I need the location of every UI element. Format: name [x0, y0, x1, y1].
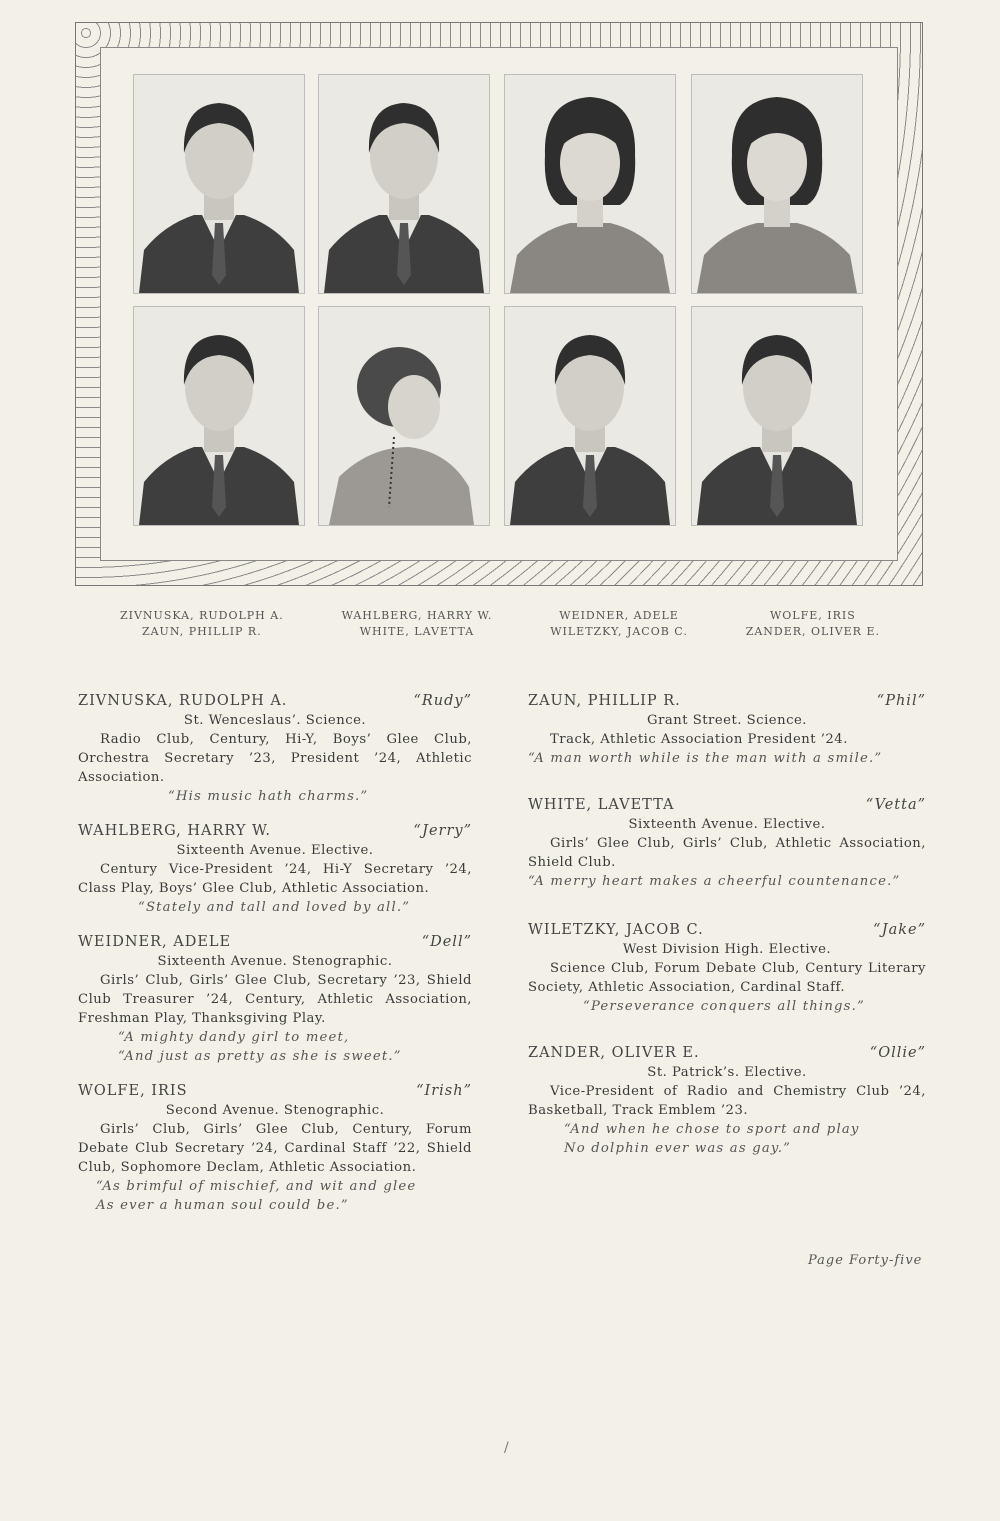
- activities: Vice-President of Radio and Chemistry Club ’24, Basketball, Track Emblem ’23.: [528, 1084, 926, 1118]
- quote-line: “As brimful of mischief, and wit and glee: [96, 1179, 417, 1194]
- portrait-zivnuska: [133, 74, 305, 294]
- pencil-mark: /: [504, 1440, 509, 1456]
- activities: Track, Athletic Association President ’24.: [550, 732, 848, 747]
- activities: Century Vice-President ’24, Hi-Y Secretary ’24, Class Play, Boys’ Glee Club, Athletic Association.: [78, 862, 472, 896]
- portrait-zaun: [133, 306, 305, 526]
- quote-line: “Perseverance conquers all things.”: [583, 999, 865, 1014]
- entry-header: [528, 921, 926, 940]
- student-name: WEIDNER, ADELE: [78, 934, 232, 950]
- nickname: “Jake”: [873, 922, 926, 938]
- activities: Science Club, Forum Debate Club, Century Literary Society, Athletic Association, Cardinal Staff.: [528, 961, 926, 995]
- student-name: WOLFE, IRIS: [78, 1083, 188, 1099]
- student-name: ZAUN, PHILLIP R.: [528, 693, 681, 709]
- student-name: WAHLBERG, HARRY W.: [78, 823, 272, 839]
- left-column: [78, 692, 472, 1231]
- nickname: “Rudy”: [413, 693, 472, 709]
- entry-zaun: [528, 692, 926, 768]
- portrait-silhouette: [134, 307, 304, 525]
- portrait-weidner: [504, 74, 676, 294]
- page-number: Page Forty-five: [808, 1253, 923, 1268]
- caption-col-1: [120, 608, 284, 640]
- caption-top: WEIDNER, ADELE: [559, 609, 679, 622]
- nickname: “Vetta”: [865, 797, 926, 813]
- school-course: Grant Street. Science.: [647, 713, 807, 728]
- caption-col-4: [746, 608, 880, 640]
- caption-top: WOLFE, IRIS: [769, 609, 856, 622]
- student-name: ZANDER, OLIVER E.: [528, 1045, 700, 1061]
- photo-captions: [120, 608, 880, 640]
- quote-line: “A man worth while is the man with a smile.”: [528, 751, 883, 766]
- caption-bottom: ZAUN, PHILLIP R.: [141, 625, 262, 638]
- student-name: WILETZKY, JACOB C.: [528, 922, 704, 938]
- caption-col-2: [342, 608, 493, 640]
- activities: Radio Club, Century, Hi-Y, Boys’ Glee Club, Orchestra Secretary ’23, President ’24, Athletic Association.: [78, 732, 472, 785]
- caption-top: WAHLBERG, HARRY W.: [341, 609, 493, 622]
- right-column: [528, 692, 926, 1174]
- nickname: “Phil”: [876, 693, 926, 709]
- entry-header: [528, 1044, 926, 1063]
- portrait-zander: [691, 306, 863, 526]
- entry-wolfe: [78, 1082, 472, 1215]
- quote-line: “And when he chose to sport and play: [564, 1122, 860, 1137]
- entry-weidner: [78, 933, 472, 1066]
- entry-header: [78, 692, 472, 711]
- school-course: Sixteenth Avenue. Elective.: [628, 817, 826, 832]
- quote-line: “Stately and tall and loved by all.”: [138, 900, 411, 915]
- quote-line: No dolphin ever was as gay.”: [564, 1141, 792, 1156]
- entry-wiletzky: [528, 921, 926, 1016]
- quote-line: “A mighty dandy girl to meet,: [118, 1030, 350, 1045]
- portrait-white: [318, 306, 490, 526]
- entry-zivnuska: [78, 692, 472, 806]
- portrait-silhouette: [505, 307, 675, 525]
- nickname: “Dell”: [421, 934, 472, 950]
- nickname: “Jerry”: [413, 823, 472, 839]
- caption-bottom: ZANDER, OLIVER E.: [745, 625, 880, 638]
- school-course: Sixteenth Avenue. Stenographic.: [157, 954, 393, 969]
- entry-header: [78, 1082, 472, 1101]
- portrait-silhouette: [692, 75, 862, 293]
- entry-header: [528, 796, 926, 815]
- quote-line: “A merry heart makes a cheerful countenance.”: [528, 874, 901, 889]
- school-course: St. Wenceslaus’. Science.: [183, 713, 367, 728]
- nickname: “Irish”: [416, 1083, 472, 1099]
- portrait-silhouette: [319, 75, 489, 293]
- portrait-wiletzky: [504, 306, 676, 526]
- photo-grid: [100, 47, 898, 561]
- caption-top: ZIVNUSKA, RUDOLPH A.: [120, 609, 284, 622]
- student-name: WHITE, LAVETTA: [528, 797, 675, 813]
- entry-zander: [528, 1044, 926, 1158]
- portrait-silhouette: [692, 307, 862, 525]
- portrait-wahlberg: [318, 74, 490, 294]
- portrait-silhouette: [505, 75, 675, 293]
- activities: Girls’ Club, Girls’ Glee Club, Century, Forum Debate Club Secretary ’24, Cardinal Staff ’22, Shield Club, Sophomore Declam, Athletic Association.: [78, 1122, 472, 1175]
- activities: Girls’ Glee Club, Girls’ Club, Athletic Association, Shield Club.: [528, 836, 926, 870]
- entry-header: [78, 933, 472, 952]
- quote-line: As ever a human soul could be.”: [96, 1198, 349, 1213]
- photo-frame: [75, 22, 923, 586]
- entry-wahlberg: [78, 822, 472, 917]
- school-course: St. Patrick’s. Elective.: [647, 1065, 807, 1080]
- student-name: ZIVNUSKA, RUDOLPH A.: [78, 693, 288, 709]
- portrait-wolfe: [691, 74, 863, 294]
- school-course: Sixteenth Avenue. Elective.: [176, 843, 374, 858]
- quote-line: “And just as pretty as she is sweet.”: [118, 1049, 402, 1064]
- caption-bottom: WILETZKY, JACOB C.: [550, 625, 688, 638]
- nickname: “Ollie”: [869, 1045, 926, 1061]
- entry-header: [78, 822, 472, 841]
- caption-bottom: WHITE, LAVETTA: [359, 625, 475, 638]
- entry-white: [528, 796, 926, 891]
- activities: Girls’ Club, Girls’ Glee Club, Secretary ’23, Shield Club Treasurer ’24, Century, Athletic Association, Freshman Play, Thanksgiving Play.: [78, 973, 472, 1026]
- portrait-silhouette: [319, 307, 489, 525]
- portrait-silhouette: [134, 75, 304, 293]
- quote-line: “His music hath charms.”: [168, 789, 369, 804]
- school-course: West Division High. Elective.: [622, 942, 832, 957]
- entry-header: [528, 692, 926, 711]
- school-course: Second Avenue. Stenographic.: [165, 1103, 385, 1118]
- caption-col-3: [550, 608, 688, 640]
